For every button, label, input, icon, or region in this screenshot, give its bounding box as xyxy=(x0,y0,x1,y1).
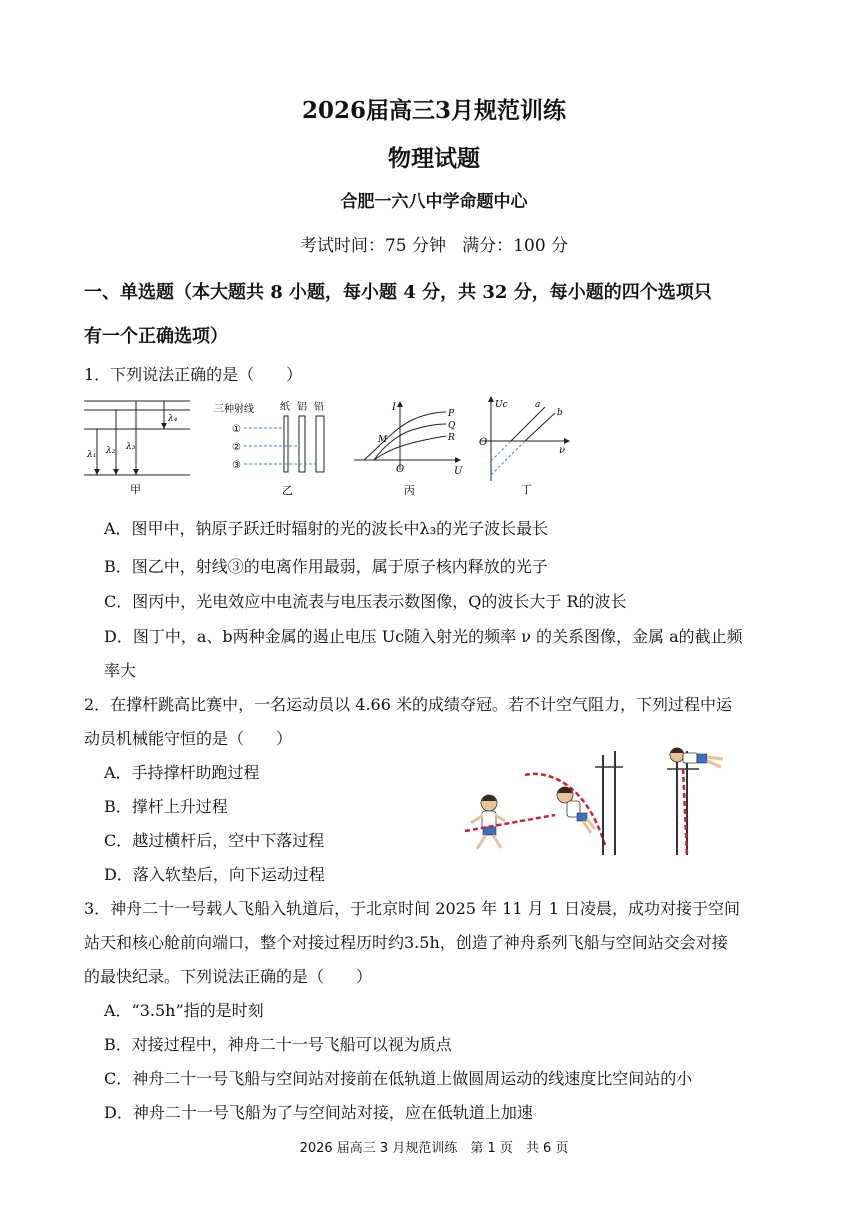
q3-stem-line2: 站天和核心舱前向端口，整个对接过程历时约3.5h，创造了神舟系列飞船与空间站交会对接 xyxy=(84,933,728,952)
axis-label-U: U xyxy=(454,466,463,477)
issuing-center: 合肥一六八中学命题中心 xyxy=(340,192,528,212)
figure-label-jia: 甲 xyxy=(130,483,141,496)
q1-option-b: B．图乙中，射线③的电离作用最弱，属于原子核内释放的光子 xyxy=(104,557,548,576)
q1-option-d-line1: D．图丁中，a、b两种金属的遏止电压 Uc随入射光的频率 ν 的关系图像，金属 a的截止频 xyxy=(104,627,743,646)
label-lead: 铅 xyxy=(314,402,324,413)
curve-label-Q: Q xyxy=(448,421,456,431)
q1-figure-jia xyxy=(82,393,192,498)
q1-figure-bing xyxy=(350,398,465,498)
label-lambda4: λ₄ xyxy=(168,414,178,424)
runner-figure xyxy=(471,795,505,849)
q2-option-c: C．越过横杆后，空中下落过程 xyxy=(104,831,325,850)
curve-label-P: P xyxy=(448,409,455,419)
line-label-a: a xyxy=(535,400,541,410)
point-label-M: M xyxy=(378,435,388,445)
q1-option-a: A．图甲中，钠原子跃迁时辐射的光的波长中λ₃的光子波长最长 xyxy=(104,519,549,538)
figure-label-yi: 乙 xyxy=(282,484,293,497)
q2-option-b: B．撑杆上升过程 xyxy=(104,797,228,816)
q2-stem-line2: 动员机械能守恒的是（ ） xyxy=(84,729,293,748)
q1-stem: 1．下列说法正确的是（ ） xyxy=(84,365,303,384)
exam-info: 考试时间：75 分钟 满分：100 分 xyxy=(299,236,569,256)
q2-stem-line1: 2．在撑杆跳高比赛中，一名运动员以 4.66 米的成绩夺冠。若不计空气阻力，下列过程中运 xyxy=(84,695,732,714)
q3-option-b: B．对接过程中，神舟二十一号飞船可以视为质点 xyxy=(104,1035,452,1054)
ray2-label: ② xyxy=(232,442,241,453)
label-lambda2: λ₂ xyxy=(106,446,116,456)
origin-label-ding: O xyxy=(479,437,488,448)
label-lambda1: λ₁ xyxy=(87,450,97,460)
section-heading-line1: 一、单选题（本大题共 8 小题，每小题 4 分，共 32 分，每小题的四个选项只 xyxy=(84,282,712,303)
subject-title: 物理试题 xyxy=(388,145,480,172)
axis-label-nu: ν xyxy=(559,445,566,456)
figure-label-ding: 丁 xyxy=(521,483,532,496)
page-footer: 2026 届高三 3 月规范训练 第 1 页 共 6 页 xyxy=(299,1141,569,1156)
curve-label-R: R xyxy=(448,433,455,443)
q3-option-c: C．神舟二十一号飞船与空间站对接前在低轨道上做圆周运动的线速度比空间站的小 xyxy=(104,1069,693,1088)
q3-option-a: A．“3.5h”指的是时刻 xyxy=(104,1001,264,1020)
exam-title: 2026届高三3月规范训练 xyxy=(301,97,567,124)
line-label-b: b xyxy=(557,408,563,418)
q1-figure-ding xyxy=(475,393,575,498)
axis-label-I: I xyxy=(392,402,396,413)
pole-vault-illustration xyxy=(455,745,730,860)
section-heading-line2: 有一个正确选项） xyxy=(84,326,228,347)
ray3-label: ③ xyxy=(232,460,241,471)
q3-stem-line1: 3．神舟二十一号载人飞船入轨道后，于北京时间 2025 年 11 月 1 日凌晨，成功对接于空间 xyxy=(84,899,740,918)
origin-label: O xyxy=(396,464,405,475)
q3-option-d: D．神舟二十一号飞船为了与空间站对接，应在低轨道上加速 xyxy=(104,1103,533,1122)
q2-option-d: D．落入软垫后，向下运动过程 xyxy=(104,865,325,884)
axis-label-Uc: Uc xyxy=(495,400,508,410)
ray1-label: ① xyxy=(232,424,241,435)
label-aluminum: 铝 xyxy=(297,402,307,413)
label-paper: 纸 xyxy=(280,402,290,413)
q2-option-a: A．手持撑杆助跑过程 xyxy=(104,763,260,782)
q1-option-d-line2: 率大 xyxy=(104,661,137,680)
q3-stem-line3: 的最快纪录。下列说法正确的是（ ） xyxy=(84,967,373,986)
figure-label-bing: 丙 xyxy=(404,484,415,497)
q1-figure-yi xyxy=(212,396,342,498)
q1-option-c: C．图丙中，光电效应中电流表与电压表示数图像，Q的波长大于 R的波长 xyxy=(104,592,627,611)
rays-title: 三种射线 xyxy=(214,404,254,415)
label-lambda3: λ₃ xyxy=(126,442,136,452)
